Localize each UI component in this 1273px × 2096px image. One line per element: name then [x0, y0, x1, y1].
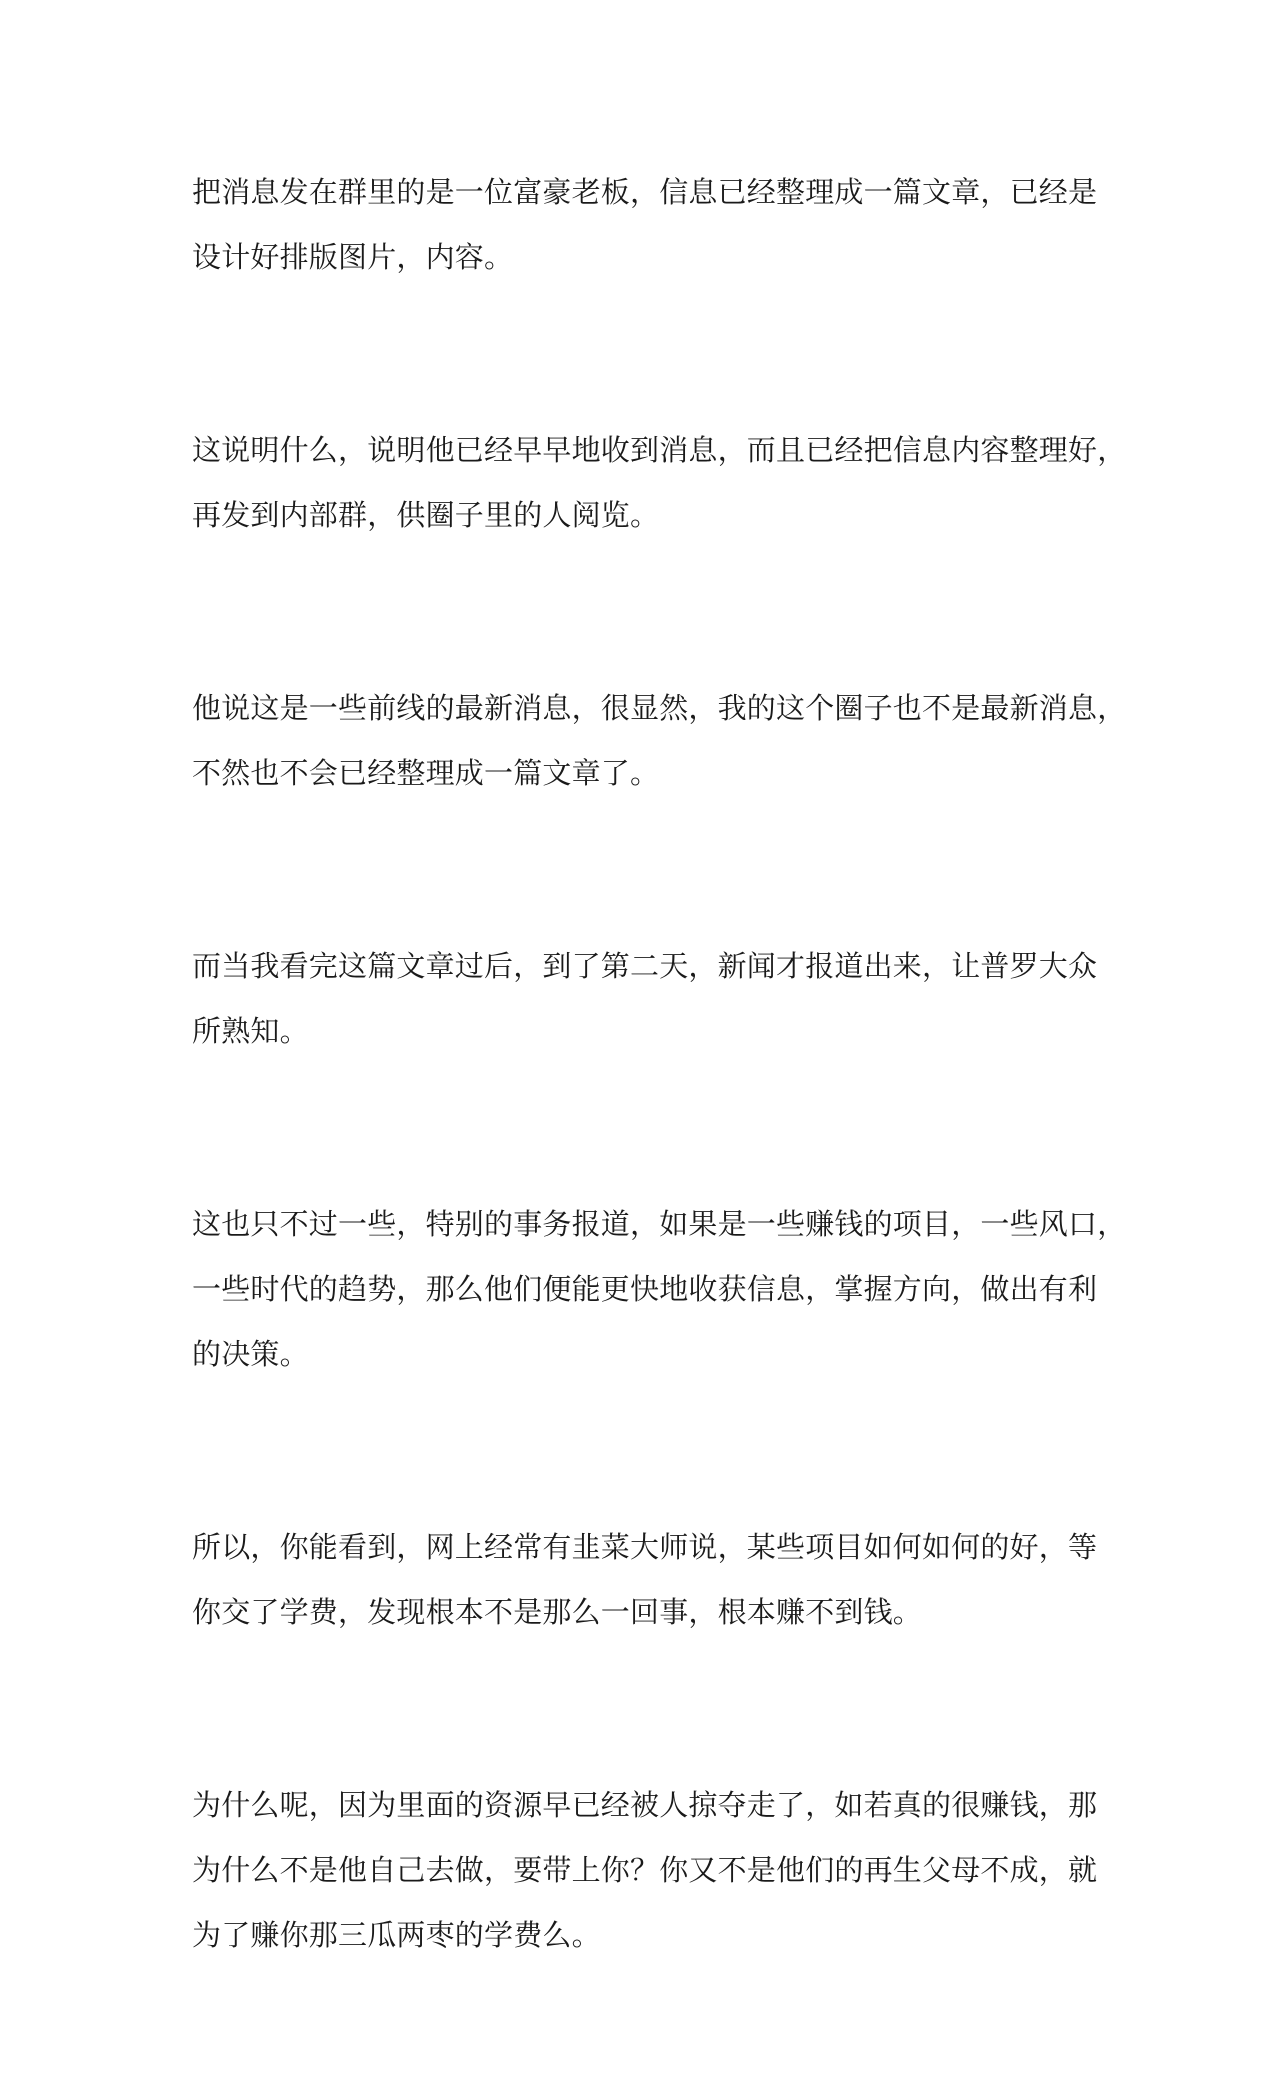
paragraph-line: 这说明什么，说明他已经早早地收到消息，而且已经把信息内容整理好， — [192, 433, 1127, 467]
paragraph-line: 把消息发在群里的是一位富豪老板，信息已经整理成一篇文章，已经是 — [192, 175, 1098, 209]
paragraph-line: 设计好排版图片，内容。 — [192, 240, 514, 274]
paragraph-line: 再发到内部群，供圈子里的人阅览。 — [192, 498, 660, 532]
paragraph-line: 为了赚你那三瓜两枣的学费么。 — [192, 1918, 601, 1952]
paragraph-line: 他说这是一些前线的最新消息，很显然，我的这个圈子也不是最新消息， — [192, 691, 1127, 725]
paragraph — [192, 676, 1127, 806]
paragraph-line: 这也只不过一些，特别的事务报道，如果是一些赚钱的项目，一些风口， — [192, 1207, 1127, 1241]
paragraph-line: 为什么不是他自己去做，要带上你？你又不是他们的再生父母不成，就 — [192, 1853, 1098, 1887]
paragraph-line: 为什么呢，因为里面的资源早已经被人掠夺走了，如若真的很赚钱，那 — [192, 1788, 1098, 1822]
paragraph — [192, 160, 1098, 290]
paragraph-line: 不然也不会已经整理成一篇文章了。 — [192, 756, 660, 790]
article-body — [192, 160, 1127, 2096]
paragraph-line: 的决策。 — [192, 1337, 309, 1371]
paragraph — [192, 1515, 1098, 1645]
paragraph-line: 而当我看完这篇文章过后，到了第二天，新闻才报道出来，让普罗大众 — [192, 949, 1098, 983]
paragraph-line: 一些时代的趋势，那么他们便能更快地收获信息，掌握方向，做出有利 — [192, 1272, 1098, 1306]
paragraph-line: 你交了学费，发现根本不是那么一回事，根本赚不到钱。 — [192, 1595, 923, 1629]
paragraph — [192, 934, 1098, 1064]
paragraph-line: 所以，你能看到，网上经常有韭菜大师说，某些项目如何如何的好，等 — [192, 1530, 1098, 1564]
paragraph — [192, 418, 1127, 548]
paragraph — [192, 1773, 1098, 1968]
paragraph-line: 所熟知。 — [192, 1014, 309, 1048]
paragraph — [192, 1192, 1127, 1387]
